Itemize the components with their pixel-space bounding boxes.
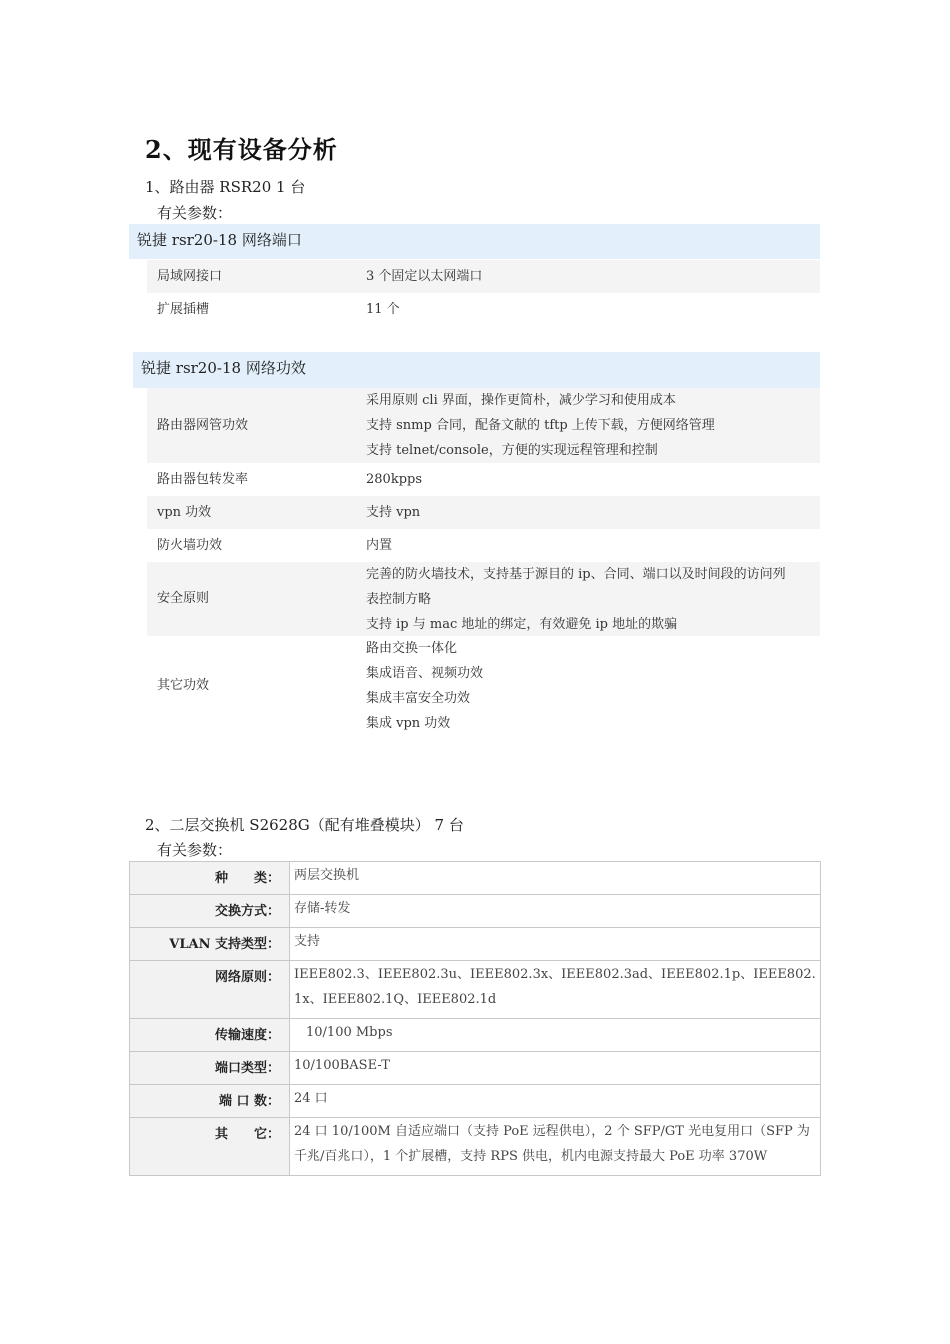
row-label: 防火墙功效: [157, 538, 223, 553]
row-label: 局域网接口: [157, 269, 223, 284]
value-line: 完善的防火墙技术，支持基于源目的 ip、合同、端口以及时间段的访问列: [366, 567, 786, 582]
ports-table-title-band: [129, 224, 820, 259]
row-value: [366, 636, 483, 736]
spec-key: 传输速度：: [130, 1019, 290, 1052]
row-value: [366, 562, 786, 637]
section-title: 2、现有设备分析: [145, 135, 338, 164]
spec-value: IEEE802.3、IEEE802.3u、IEEE802.3x、IEEE802.3ad、IEEE802.1p、IEEE802.1x、IEEE802.1Q、IEEE802.1d: [290, 961, 821, 1019]
value-line: 支持 vpn: [366, 505, 421, 520]
row-label: 扩展插槽: [157, 302, 210, 317]
table-row: [130, 862, 821, 895]
router-heading: 1、路由器 RSR20 1 台: [145, 178, 306, 196]
row-label: 安全原则: [157, 591, 210, 606]
table-row: [147, 529, 820, 562]
func-table-title-band: [133, 352, 820, 388]
spec-value: 10/100 Mbps: [290, 1019, 821, 1052]
switch-heading: 2、二层交换机 S2628G（配有堆叠模块） 7 台: [145, 816, 464, 834]
ports-table-title: 锐捷 rsr20-18 网络端口: [137, 231, 302, 249]
spec-value: 24 口: [290, 1085, 821, 1118]
table-row: [130, 928, 821, 961]
value-line: 集成丰富安全功效: [366, 691, 471, 706]
func-table-title: 锐捷 rsr20-18 网络功效: [141, 359, 306, 377]
table-row: [147, 260, 820, 293]
row-label: 路由器网管功效: [157, 418, 249, 433]
spec-value: 两层交换机: [290, 862, 821, 895]
value-line: 支持 ip 与 mac 地址的绑定，有效避免 ip 地址的欺骗: [366, 617, 678, 632]
table-row: [130, 895, 821, 928]
table-row: [130, 1118, 821, 1176]
spec-key: VLAN 支持类型：: [130, 928, 290, 961]
value-line: 内置: [366, 538, 393, 553]
row-label: vpn 功效: [157, 505, 212, 520]
table-row: [130, 1085, 821, 1118]
row-value: 11 个: [366, 302, 400, 317]
spec-value: 存储-转发: [290, 895, 821, 928]
row-value: [366, 388, 715, 463]
row-label: 其它功效: [157, 678, 210, 693]
switch-spec-table: [129, 861, 821, 1176]
router-params-label: 有关参数：: [157, 204, 233, 222]
row-label: 路由器包转发率: [157, 472, 249, 487]
row-value: [366, 467, 422, 492]
value-line: 表控制方略: [366, 592, 432, 607]
value-line: 集成 vpn 功效: [366, 716, 451, 731]
row-value: 3 个固定以太网端口: [366, 269, 483, 284]
value-line: 280kpps: [366, 472, 423, 487]
value-line: 支持 telnet/console，方便的实现远程管理和控制: [366, 443, 658, 458]
spec-value: 支持: [290, 928, 821, 961]
spec-value: 10/100BASE-T: [290, 1052, 821, 1085]
spec-key: 网络原则：: [130, 961, 290, 1019]
row-value: [366, 500, 420, 525]
spec-value: 24 口 10/100M 自适应端口（支持 PoE 远程供电），2 个 SFP/GT 光电复用口（SFP 为千兆/百兆口），1 个扩展槽，支持 RPS 供电，机内电源支持最大 PoE 功率 370W: [290, 1118, 821, 1176]
value-line: 路由交换一体化: [366, 641, 458, 656]
row-value: [366, 533, 392, 558]
table-row: [147, 463, 820, 496]
spec-key: 其 它：: [130, 1118, 290, 1176]
table-row: [147, 562, 820, 636]
table-row: [130, 1052, 821, 1085]
switch-params-label: 有关参数：: [157, 841, 233, 859]
table-row: [130, 961, 821, 1019]
value-line: 集成语音、视频功效: [366, 666, 484, 681]
table-row: [147, 388, 820, 463]
table-row: [147, 636, 820, 736]
table-row: [130, 1019, 821, 1052]
spec-key: 种 类：: [130, 862, 290, 895]
spec-key: 端 口 数：: [130, 1085, 290, 1118]
spec-key: 交换方式：: [130, 895, 290, 928]
table-row: [147, 496, 820, 529]
table-row: [147, 293, 820, 326]
value-line: 采用原则 cli 界面，操作更简朴，减少学习和使用成本: [366, 393, 676, 408]
value-line: 支持 snmp 合同，配备文献的 tftp 上传下载，方便网络管理: [366, 418, 715, 433]
spec-key: 端口类型：: [130, 1052, 290, 1085]
